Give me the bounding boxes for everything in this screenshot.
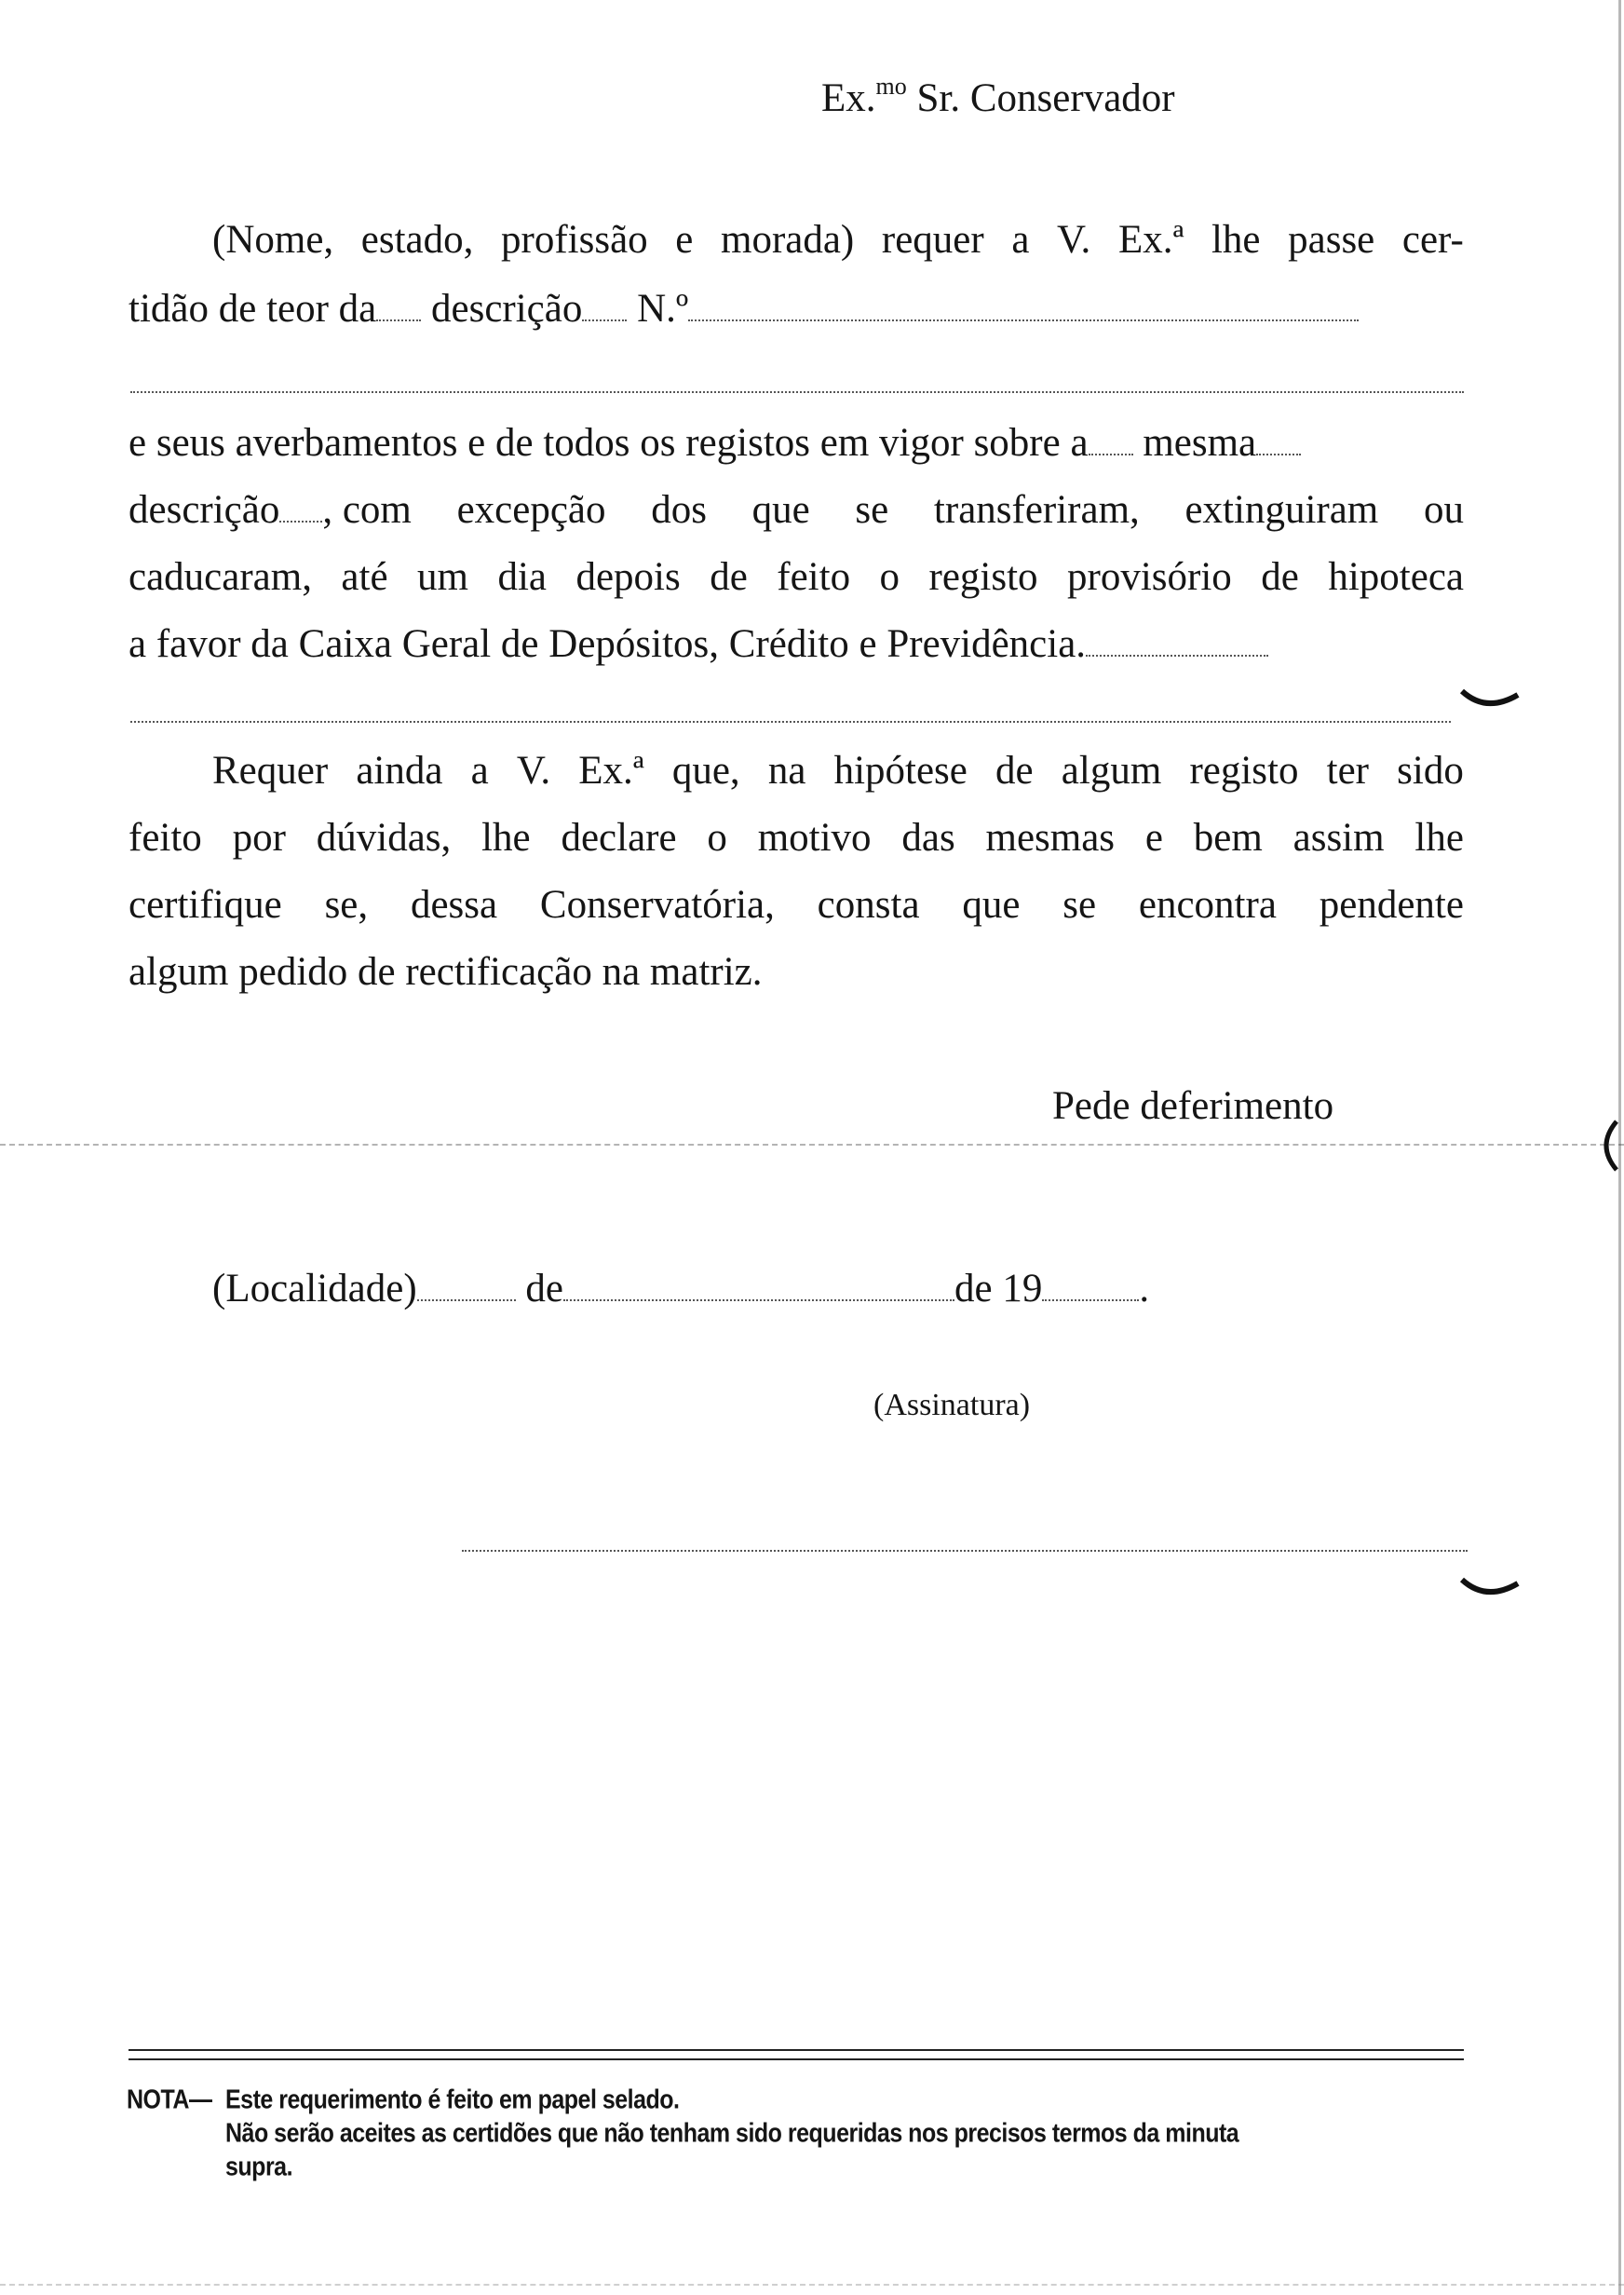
p1-line7: a favor da Caixa Geral de Depósitos, Crédito e Previdência. bbox=[129, 611, 1268, 678]
p2-line3: certifique se, dessa Conservatória, consta que se encontra pendente bbox=[129, 883, 1464, 927]
p2-line2: feito por dúvidas, lhe declare o motivo das mesmas e bem assim lhe bbox=[129, 816, 1464, 860]
page-curl-mark bbox=[1458, 1574, 1523, 1611]
p1-line4: e seus averbamentos e de todos os registos em vigor sobre a mesma bbox=[129, 410, 1301, 477]
divider-bottom bbox=[129, 2058, 1464, 2060]
blank-field[interactable] bbox=[1086, 655, 1268, 657]
p2-line4: algum pedido de rectificação na matriz. bbox=[129, 950, 763, 994]
note-line1: Este requerimento é feito em papel selado. bbox=[225, 2085, 680, 2115]
divider-top bbox=[129, 2049, 1464, 2051]
blank-field[interactable] bbox=[582, 319, 627, 321]
date-line: (Localidade) de de 19 . bbox=[212, 1267, 1150, 1310]
blank-field[interactable] bbox=[279, 521, 322, 523]
bottom-edge bbox=[0, 2284, 1624, 2286]
signature-field[interactable] bbox=[462, 1550, 1468, 1552]
page-curl-mark bbox=[1458, 686, 1523, 723]
salutation: Ex.$^{mo}$ Sr. Conservador bbox=[821, 73, 1175, 120]
locality-field[interactable] bbox=[417, 1299, 516, 1301]
p1-line6: caducaram, até um dia depois de feito o registo provisório de hipoteca bbox=[129, 555, 1464, 599]
blank-line[interactable] bbox=[130, 391, 1464, 393]
year-field[interactable] bbox=[1042, 1299, 1139, 1301]
blank-field[interactable] bbox=[1256, 454, 1301, 455]
blank-field[interactable] bbox=[376, 319, 421, 321]
p1-line1: (Nome, estado, profissão e morada) requer a V. Ex.ª lhe passe cer- bbox=[212, 218, 1464, 262]
p1-line2: tidão de teor da descrição N.º bbox=[129, 276, 1359, 343]
note-line3: supra. bbox=[225, 2152, 293, 2182]
p1-line5: descrição , com excepção dos que se transferiram, extinguiram ou bbox=[129, 488, 1464, 532]
closing-text: Pede deferimento bbox=[1052, 1084, 1334, 1128]
p2-line1: Requer ainda a V. Ex.ª que, na hipótese de algum registo ter sido bbox=[212, 749, 1464, 793]
note-label: NOTA— bbox=[127, 2085, 212, 2115]
blank-line[interactable] bbox=[130, 721, 1451, 723]
page-curl-mark bbox=[1592, 1118, 1620, 1174]
blank-field[interactable] bbox=[1089, 454, 1133, 455]
month-field[interactable] bbox=[563, 1299, 954, 1301]
signature-label: (Assinatura) bbox=[873, 1388, 1031, 1422]
fold-line bbox=[0, 1144, 1624, 1146]
note-line2: Não serão aceites as certidões que não tenham sido requeridas nos precisos termos da minuta bbox=[225, 2118, 1239, 2149]
description-number-field[interactable] bbox=[688, 319, 1359, 321]
